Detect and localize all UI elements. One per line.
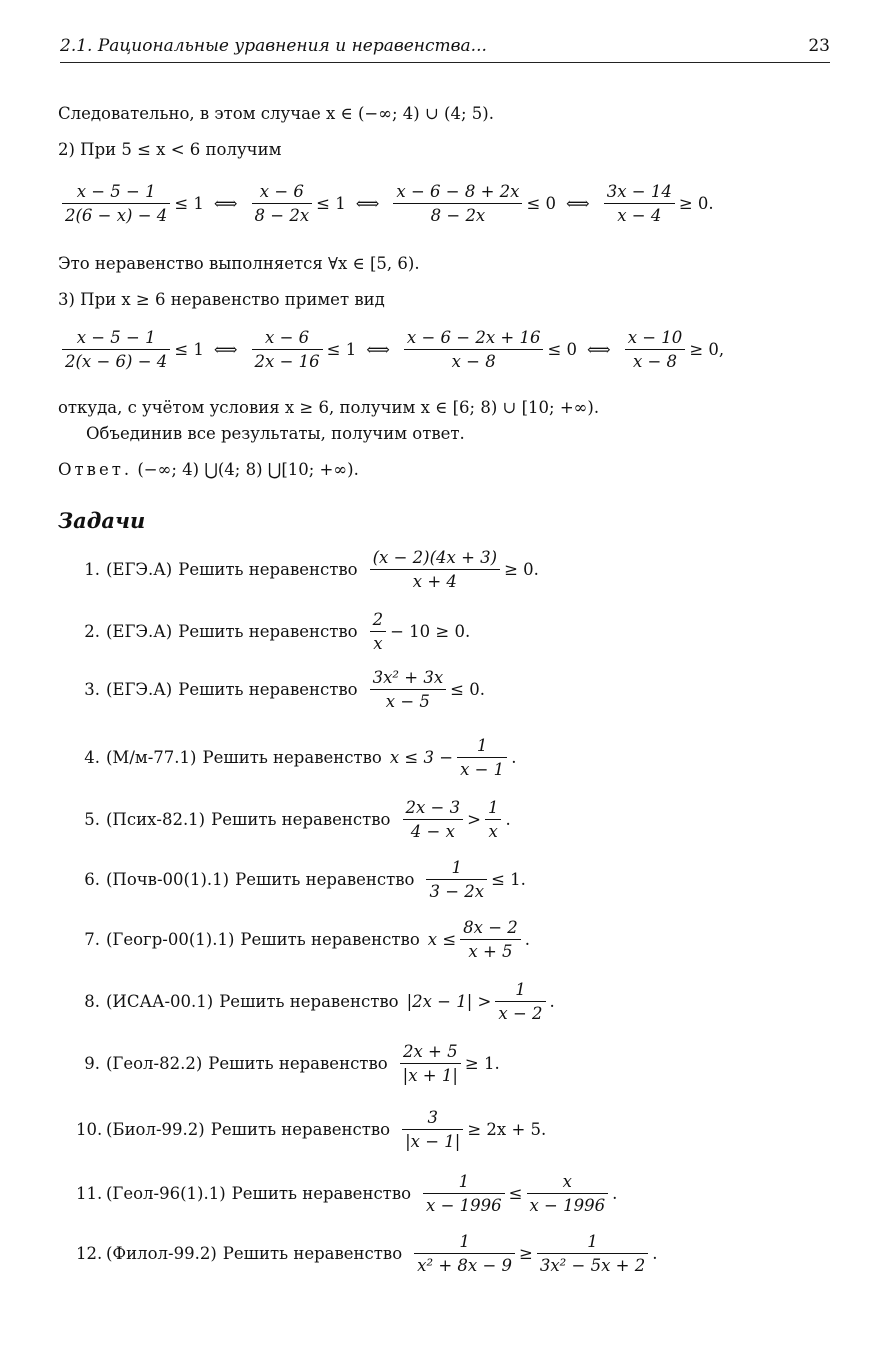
iff-symbol: ⟺: [566, 194, 590, 213]
task-phrase: Решить неравенство: [178, 560, 358, 579]
task-item: [76, 798, 511, 841]
task-phrase: Решить неравенство: [231, 1184, 412, 1203]
task-phrase: Решить неравенство: [235, 870, 415, 889]
numerator: 1: [426, 858, 487, 880]
task-item: [76, 1172, 617, 1215]
task-number: 1.: [84, 560, 100, 579]
fraction: [460, 918, 521, 961]
relation: ≥: [519, 1244, 533, 1263]
task-item: [76, 980, 555, 1023]
case3-equation: $\frac{x - 5 - 1}{2(x - 6) - 4}$ ≤ 1 ⟺ $\frac{x - 6}{2x - 16}$ ≤ 1 ⟺ $\frac{x - 6 - 2x + 16}{x - 8}$ ≤ 0 ⟺ $\frac{x - 10}{x - 8}$ ≥ 0,: [58, 328, 828, 371]
expression-prefix: x ≤: [427, 930, 457, 949]
fraction: $\frac{3x - 14}{x - 4}$: [604, 182, 675, 225]
task-source: (Биол-99.2): [106, 1120, 205, 1139]
answer-line: [58, 460, 359, 479]
section-title: Задачи: [58, 508, 146, 533]
expression-suffix: ≥ 2x + 5.: [467, 1120, 547, 1139]
denominator: x: [488, 822, 498, 841]
numerator: 3: [402, 1108, 463, 1130]
task-source: (Геол-96(1).1): [106, 1184, 226, 1203]
case2-intro: 2) При 5 ≤ x < 6 получим: [58, 140, 282, 159]
task-item: [76, 1232, 657, 1275]
numerator: 1: [457, 736, 507, 758]
combine-line: Объединив все результаты, получим ответ.: [86, 424, 465, 443]
numerator: 2x + 5: [400, 1042, 461, 1064]
page-number: 23: [808, 36, 830, 56]
expression-suffix: ≥ 1.: [464, 1054, 500, 1073]
denominator: |x − 1|: [405, 1132, 461, 1151]
denominator: x² + 8x − 9: [417, 1256, 513, 1275]
task-phrase: Решить неравенство: [211, 810, 391, 829]
fraction: [402, 1108, 463, 1151]
numerator: 3x² + 3x: [370, 668, 447, 690]
numerator: 1: [485, 798, 502, 820]
denominator: x − 1996: [529, 1196, 606, 1215]
numerator: 1: [495, 980, 545, 1002]
task-source: (ЕГЭ.А): [106, 622, 173, 641]
task-phrase: Решить неравенство: [240, 930, 420, 949]
expression-suffix: .: [612, 1184, 618, 1203]
answer-value: (−∞; 4) ⋃(4; 8) ⋃[10; +∞).: [137, 460, 359, 479]
task-source: (Филол-99.2): [106, 1244, 217, 1263]
numerator: 8x − 2: [460, 918, 521, 940]
numerator: 2x − 3: [403, 798, 464, 820]
fraction: $\frac{x - 6}{8 - 2x}$: [252, 182, 313, 225]
conclusion-line: Следовательно, в этом случае x ∈ (−∞; 4) ∪ (4; 5).: [58, 104, 494, 123]
task-number: 3.: [84, 680, 100, 699]
relation: ≤: [508, 1184, 523, 1203]
fraction: [400, 1042, 461, 1085]
expression-suffix: ≤ 1.: [491, 870, 526, 889]
task-source: (М/м-77.1): [106, 748, 197, 767]
task-number: 10.: [76, 1120, 103, 1139]
task-number: 4.: [84, 748, 100, 767]
iff-symbol: ⟺: [587, 340, 611, 359]
task-number: 9.: [84, 1054, 100, 1073]
task-phrase: Решить неравенство: [208, 1054, 388, 1073]
fraction: [457, 736, 507, 779]
task-source: (ЕГЭ.А): [106, 560, 173, 579]
task-item: [76, 736, 516, 779]
denominator: |x + 1|: [402, 1066, 458, 1085]
fraction: $\frac{x - 5 - 1}{2(6 - x) - 4}$: [62, 182, 170, 225]
denominator: x − 2: [498, 1004, 543, 1023]
header-title: 2.1. Рациональные уравнения и неравенства...: [60, 36, 487, 56]
expression-suffix: .: [505, 810, 511, 829]
expression-suffix: .: [549, 992, 555, 1011]
denominator: x − 1: [460, 760, 505, 779]
fraction: [485, 798, 502, 841]
task-phrase: Решить неравенство: [178, 622, 358, 641]
denominator: x − 5: [385, 692, 430, 711]
iff-symbol: ⟺: [366, 340, 390, 359]
task-number: 11.: [76, 1184, 103, 1203]
task-item: [76, 1108, 546, 1151]
case3-result: откуда, с учётом условия x ≥ 6, получим x ∈ [6; 8) ∪ [10; +∞).: [58, 398, 600, 417]
expression-suffix: ≤ 0.: [450, 680, 485, 699]
answer-label: Ответ.: [58, 460, 133, 479]
numerator: 1: [414, 1232, 515, 1254]
task-number: 8.: [84, 992, 100, 1011]
running-header: [60, 36, 830, 63]
task-item: [76, 668, 485, 711]
iff-symbol: ⟺: [213, 340, 238, 359]
task-phrase: Решить неравенство: [219, 992, 399, 1011]
case3-intro: 3) При x ≥ 6 неравенство примет вид: [58, 290, 385, 309]
denominator: x + 4: [412, 572, 457, 591]
task-item: [76, 858, 526, 901]
fraction: $\frac{x - 10}{x - 8}$: [625, 328, 686, 371]
relation: >: [467, 810, 481, 829]
task-phrase: Решить неравенство: [210, 1120, 391, 1139]
task-number: 6.: [84, 870, 100, 889]
task-source: (Псих-82.1): [106, 810, 206, 829]
fraction: [403, 798, 464, 841]
task-item: [76, 548, 539, 591]
fraction: [527, 1172, 609, 1215]
expression-suffix: − 10 ≥ 0.: [390, 622, 471, 641]
case2-result: Это неравенство выполняется ∀x ∈ [5, 6).: [58, 254, 420, 273]
fraction: $\frac{x - 6}{2x - 16}$: [252, 328, 323, 371]
denominator: 3x² − 5x + 2: [539, 1256, 646, 1275]
denominator: x − 1996: [426, 1196, 502, 1215]
expression-suffix: .: [524, 930, 531, 949]
iff-symbol: ⟺: [355, 194, 380, 213]
task-item: [76, 918, 530, 961]
task-phrase: Решить неравенство: [222, 1244, 403, 1263]
task-number: 12.: [76, 1244, 103, 1263]
task-item: [76, 1042, 500, 1085]
iff-symbol: ⟺: [213, 194, 238, 213]
task-phrase: Решить неравенство: [202, 748, 382, 767]
numerator: 2: [370, 610, 387, 632]
denominator: 3 − 2x: [429, 882, 485, 901]
task-source: (Геол-82.2): [106, 1054, 203, 1073]
expression-prefix: |2x − 1| >: [406, 992, 492, 1011]
fraction: [370, 668, 447, 711]
expression-suffix: ≥ 0.: [504, 560, 539, 579]
fraction: [423, 1172, 505, 1215]
case2-equation: $\frac{x - 5 - 1}{2(6 - x) - 4}$ ≤ 1 ⟺ $\frac{x - 6}{8 - 2x}$ ≤ 1 ⟺ $\frac{x - 6 - 8 + 2x}{8 - 2x}$ ≤ 0 ⟺ $\frac{3x - 14}{x - 4}$ ≥ 0.: [58, 182, 828, 225]
task-phrase: Решить неравенство: [178, 680, 358, 699]
task-number: 5.: [84, 810, 100, 829]
task-number: 7.: [84, 930, 100, 949]
expression-suffix: .: [511, 748, 517, 767]
fraction: [495, 980, 545, 1023]
fraction: $\frac{x - 6 - 2x + 16}{x - 8}$: [404, 328, 544, 371]
fraction: [537, 1232, 648, 1275]
denominator: x + 5: [468, 942, 513, 961]
numerator: 1: [423, 1172, 505, 1194]
task-number: 2.: [84, 622, 100, 641]
numerator: 1: [537, 1232, 648, 1254]
fraction: [414, 1232, 515, 1275]
denominator: x: [373, 634, 383, 653]
task-source: (ЕГЭ.А): [106, 680, 173, 699]
numerator: (x − 2)(4x + 3): [370, 548, 500, 570]
fraction: [370, 548, 500, 591]
fraction: $\frac{x - 6 - 8 + 2x}{8 - 2x}$: [393, 182, 522, 225]
task-item: [76, 610, 470, 653]
expression-suffix: .: [652, 1244, 658, 1263]
expression-prefix: x ≤ 3 −: [389, 748, 454, 767]
fraction: [370, 610, 387, 653]
numerator: x: [527, 1172, 609, 1194]
task-source: (ИСАА-00.1): [106, 992, 214, 1011]
fraction: [426, 858, 487, 901]
fraction: $\frac{x - 5 - 1}{2(x - 6) - 4}$: [62, 328, 170, 371]
task-source: (Почв-00(1).1): [106, 870, 230, 889]
task-source: (Геогр-00(1).1): [106, 930, 235, 949]
denominator: 4 − x: [410, 822, 455, 841]
